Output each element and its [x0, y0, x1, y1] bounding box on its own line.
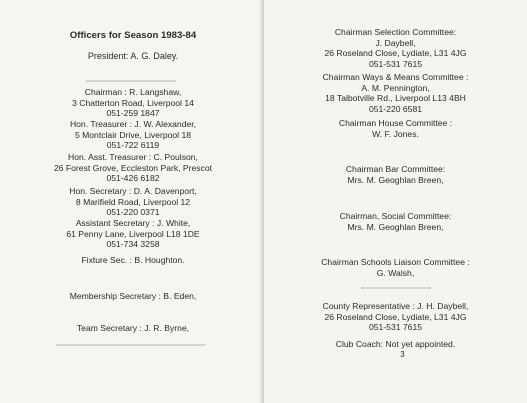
bleed-through-mark — [0, 336, 262, 340]
social-committee-title: Chairman, Social Committee: — [339, 211, 452, 221]
hon-asst-treasurer-phone: 051-426 6182 — [106, 173, 160, 183]
hon-asst-treasurer-address: 26 Forest Grove, Eccleston Park, Prescot — [53, 162, 213, 173]
team-secretary-entry — [0, 323, 262, 334]
ways-means-entry — [264, 72, 527, 114]
membership-secretary-entry — [0, 291, 262, 302]
house-committee-title: Chairman House Committee : — [338, 118, 453, 128]
assistant-secretary-address: 61 Penny Lane, Liverpool L18 1DE — [66, 228, 200, 239]
selection-committee-title: Chairman Selection Committee: — [334, 27, 457, 37]
hon-treasurer-name: Hon. Treasurer : J. W. Alexander, — [69, 119, 197, 129]
chairman-name: Chairman : R. Langshaw, — [84, 87, 182, 97]
bar-committee-name: Mrs. M. Geoghlan Breen, — [347, 174, 444, 185]
officers-heading — [0, 31, 262, 42]
officers-heading-text: Officers for Season 1983-84 — [69, 30, 197, 41]
bleed-through-mark — [264, 279, 527, 283]
hon-treasurer-entry — [0, 119, 262, 151]
chairman-entry — [0, 87, 262, 119]
selection-committee-address: 26 Roseland Close, Lydiate, L31 4JG — [324, 48, 467, 58]
ways-means-phone: 051-220 6581 — [368, 103, 423, 114]
selection-committee-name: J. Daybell, — [375, 37, 416, 48]
bar-committee-title: Chairman Bar Committee: — [345, 164, 446, 174]
assistant-secretary-name: Assistant Secretary : J. White, — [75, 218, 191, 228]
hon-secretary-name: Hon. Secretary : D. A. Davenport, — [69, 186, 197, 196]
hon-asst-treasurer-name: Hon. Asst. Treasurer : C. Poulson, — [68, 152, 198, 162]
schools-liaison-entry — [264, 257, 527, 278]
hon-secretary-address: 8 Marifield Road, Liverpool 12 — [75, 196, 191, 207]
chairman-phone: 051-259 1847 — [106, 108, 160, 118]
ways-means-title: Chairman Ways & Means Committee : — [322, 72, 469, 82]
house-committee-name: W. F. Jones. — [372, 128, 419, 139]
county-rep-address: 26 Roseland Close, Lydiate, L31 4JG — [324, 311, 467, 322]
club-coach-text: Club Coach: Not yet appointed. — [335, 339, 456, 349]
assistant-secretary-entry — [0, 218, 262, 250]
county-rep-name: County Representative : J. H. Daybell, — [322, 301, 469, 311]
club-coach-entry — [264, 339, 527, 350]
hon-treasurer-address: 5 Montclair Drive, Liverpool 18 — [74, 129, 192, 140]
schools-liaison-title: Chairman Schools Liaison Committee : — [321, 257, 470, 267]
house-committee-entry — [264, 118, 527, 139]
schools-liaison-name: G. Walsh, — [376, 267, 415, 278]
ways-means-address: 18 Talbotville Rd., Liverpool L13 4BH — [325, 93, 466, 103]
bar-committee-entry — [264, 164, 527, 185]
fixture-sec-entry — [0, 255, 262, 266]
county-rep-phone: 051-531 7615 — [368, 322, 423, 332]
team-secretary-text: Team Secretary : J. R. Byrne, — [76, 323, 190, 333]
selection-committee-entry — [264, 27, 527, 69]
ways-means-name: A. M. Pennington, — [361, 82, 430, 93]
fixture-sec-text: Fixture Sec. : B. Houghton. — [81, 255, 185, 265]
president-text: President: A. G. Daley. — [87, 51, 179, 61]
page-number: 3 — [400, 350, 405, 359]
selection-committee-phone: 051-531 7615 — [368, 58, 423, 69]
president-entry — [0, 51, 262, 62]
social-committee-name: Mrs. M. Geoghlan Breen, — [347, 221, 444, 232]
membership-secretary-text: Membership Secretary : B. Eden, — [69, 291, 197, 301]
assistant-secretary-phone: 051-734 3258 — [106, 239, 160, 249]
county-rep-entry — [264, 301, 527, 333]
hon-secretary-entry — [0, 186, 262, 218]
bleed-through-mark — [0, 72, 262, 76]
hon-secretary-phone: 051-220 0371 — [106, 207, 160, 217]
hon-asst-treasurer-entry — [0, 152, 262, 184]
hon-treasurer-phone: 051-722 6119 — [106, 140, 160, 150]
social-committee-entry — [264, 211, 527, 232]
right-page — [264, 0, 527, 403]
left-page — [0, 0, 262, 403]
chairman-address: 3 Chatterton Road, Liverpool 14 — [72, 97, 194, 108]
